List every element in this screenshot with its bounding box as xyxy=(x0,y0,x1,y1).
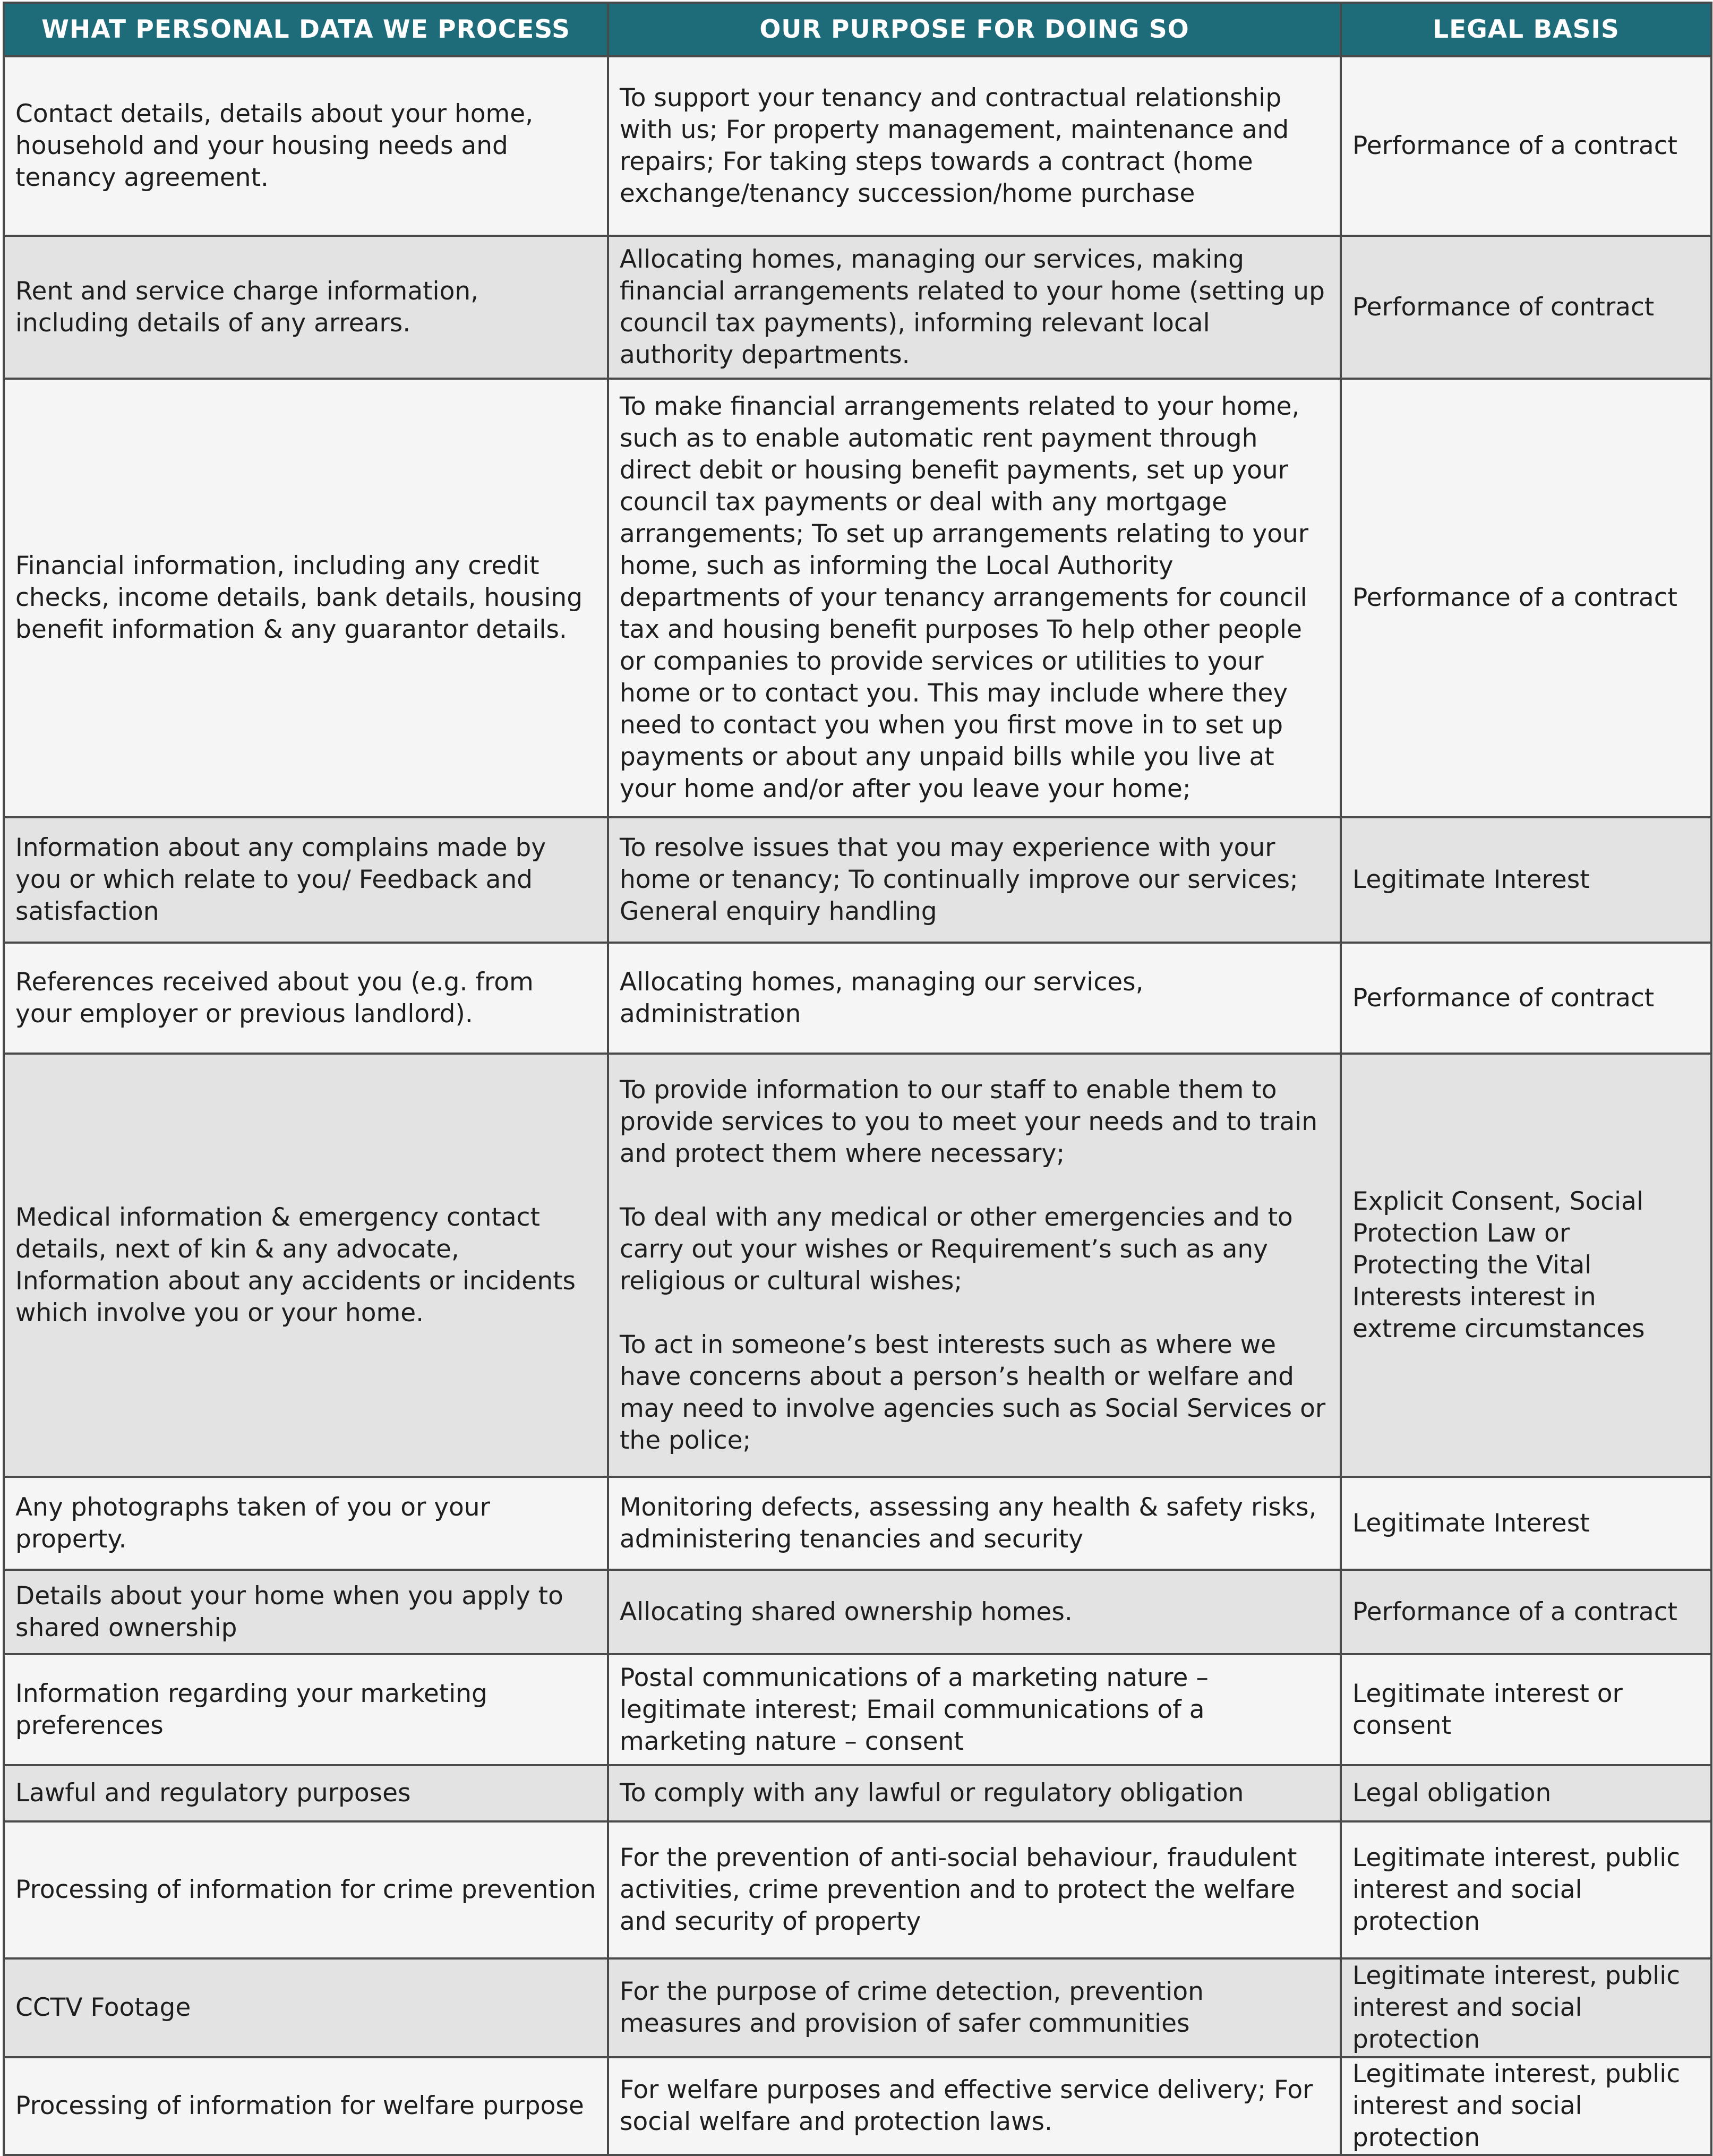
cell-legal-basis: Legitimate interest, public interest and social protection xyxy=(1341,1821,1711,1958)
cell-purpose: Postal communications of a marketing nature – legitimate interest; Email communications of a marketing nature – consent xyxy=(608,1654,1341,1765)
cell-legal-basis: Performance of contract xyxy=(1341,943,1711,1054)
header-purpose: OUR PURPOSE FOR DOING SO xyxy=(608,3,1341,56)
table-row xyxy=(4,56,1711,236)
cell-purpose: Monitoring defects, assessing any health & safety risks, administering tenancies and security xyxy=(608,1477,1341,1570)
header-row xyxy=(4,3,1711,56)
cell-purpose: To comply with any lawful or regulatory obligation xyxy=(608,1765,1341,1821)
table-header xyxy=(4,3,1711,56)
table-row xyxy=(4,1570,1711,1654)
cell-legal-basis: Legitimate interest, public interest and social protection xyxy=(1341,2057,1711,2155)
table-row xyxy=(4,1821,1711,1958)
cell-purpose: To provide information to our staff to enable them to provide services to you to meet your needs and to train and protect them where necessary; To deal with any medical or other emergencies and to carry out your wishes or Requirement’s such as any religious or cultural wishes; To act in someone’s best interests such as where we have concerns about a person’s health or welfare and may need to involve agencies such as Social Services or the police; xyxy=(608,1054,1341,1477)
cell-legal-basis: Legal obligation xyxy=(1341,1765,1711,1821)
table-row xyxy=(4,1765,1711,1821)
cell-personal-data: Any photographs taken of you or your property. xyxy=(4,1477,608,1570)
cell-purpose: For the prevention of anti-social behaviour, fraudulent activities, crime prevention and to protect the welfare and security of property xyxy=(608,1821,1341,1958)
cell-legal-basis: Performance of a contract xyxy=(1341,1570,1711,1654)
cell-legal-basis: Legitimate interest, public interest and social protection xyxy=(1341,1958,1711,2057)
personal-data-table xyxy=(3,2,1712,2156)
cell-purpose: To support your tenancy and contractual relationship with us; For property management, maintenance and repairs; For taking steps towards a contract (home exchange/tenancy succession/home purchase xyxy=(608,56,1341,236)
cell-personal-data: Details about your home when you apply to shared ownership xyxy=(4,1570,608,1654)
cell-personal-data: Financial information, including any credit checks, income details, bank details, housing benefit information & any guarantor details. xyxy=(4,379,608,817)
table-row xyxy=(4,1958,1711,2057)
cell-legal-basis: Legitimate Interest xyxy=(1341,817,1711,943)
cell-personal-data: Processing of information for crime prevention xyxy=(4,1821,608,1958)
cell-purpose: For welfare purposes and effective service delivery; For social welfare and protection laws. xyxy=(608,2057,1341,2155)
cell-purpose: Allocating shared ownership homes. xyxy=(608,1570,1341,1654)
header-legal-basis: LEGAL BASIS xyxy=(1341,3,1711,56)
cell-personal-data: Processing of information for welfare purpose xyxy=(4,2057,608,2155)
cell-legal-basis: Performance of contract xyxy=(1341,236,1711,379)
cell-legal-basis: Explicit Consent, Social Protection Law or Protecting the Vital Interests interest in extreme circumstances xyxy=(1341,1054,1711,1477)
cell-purpose: To resolve issues that you may experience with your home or tenancy; To continually improve our services; General enquiry handling xyxy=(608,817,1341,943)
cell-legal-basis: Performance of a contract xyxy=(1341,56,1711,236)
cell-purpose: Allocating homes, managing our services, making financial arrangements related to your home (setting up council tax payments), informing relevant local authority departments. xyxy=(608,236,1341,379)
header-personal-data: WHAT PERSONAL DATA WE PROCESS xyxy=(4,3,608,56)
cell-purpose: For the purpose of crime detection, prevention measures and provision of safer communities xyxy=(608,1958,1341,2057)
cell-personal-data: Contact details, details about your home, household and your housing needs and tenancy agreement. xyxy=(4,56,608,236)
cell-personal-data: CCTV Footage xyxy=(4,1958,608,2057)
table-row xyxy=(4,943,1711,1054)
cell-purpose: Allocating homes, managing our services, administration xyxy=(608,943,1341,1054)
cell-personal-data: Information regarding your marketing preferences xyxy=(4,1654,608,1765)
cell-personal-data: Medical information & emergency contact details, next of kin & any advocate, Information about any accidents or incidents which involve you or your home. xyxy=(4,1054,608,1477)
cell-legal-basis: Performance of a contract xyxy=(1341,379,1711,817)
table-row xyxy=(4,817,1711,943)
table-row xyxy=(4,379,1711,817)
table-row xyxy=(4,1054,1711,1477)
cell-personal-data: References received about you (e.g. from your employer or previous landlord). xyxy=(4,943,608,1054)
table-body xyxy=(4,56,1711,2155)
cell-personal-data: Rent and service charge information, including details of any arrears. xyxy=(4,236,608,379)
table-row xyxy=(4,1477,1711,1570)
table-row xyxy=(4,2057,1711,2155)
cell-purpose: To make financial arrangements related to your home, such as to enable automatic rent payment through direct debit or housing benefit payments, set up your council tax payments or deal with any mortgage arrangements; To set up arrangements relating to your home, such as informing the Local Authority departments of your tenancy arrangements for council tax and housing benefit purposes To help other people or companies to provide services or utilities to your home or to contact you. This may include where they need to contact you when you first move in to set up payments or about any unpaid bills while you live at your home and/or after you leave your home; xyxy=(608,379,1341,817)
table-row xyxy=(4,1654,1711,1765)
cell-personal-data: Information about any complains made by you or which relate to you/ Feedback and satisfaction xyxy=(4,817,608,943)
cell-personal-data: Lawful and regulatory purposes xyxy=(4,1765,608,1821)
cell-legal-basis: Legitimate Interest xyxy=(1341,1477,1711,1570)
cell-legal-basis: Legitimate interest or consent xyxy=(1341,1654,1711,1765)
table-row xyxy=(4,236,1711,379)
